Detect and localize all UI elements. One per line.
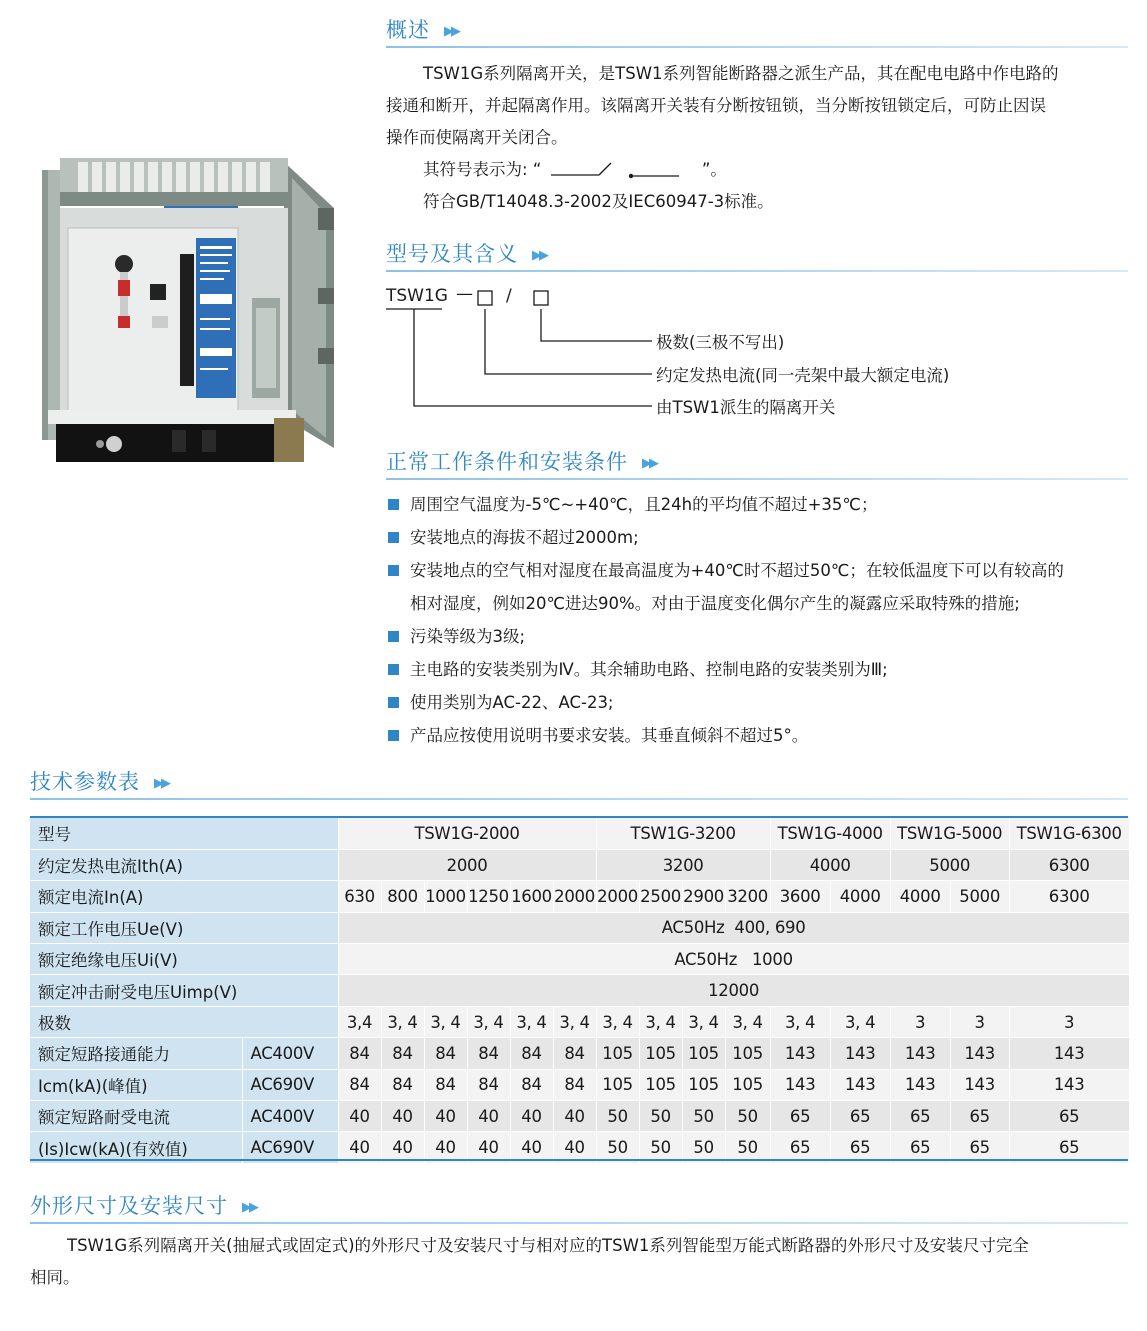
model-diagram <box>386 284 1026 424</box>
table-row: 额定工作电压Ue(V) AC50Hz 400, 690 <box>30 912 1129 943</box>
table-row: Icm(kA)(峰值) AC690V 84 84 84 84 84 84 105 105 105 105 143 143 143 143 143 <box>30 1069 1129 1100</box>
switch-symbol-icon <box>547 158 697 178</box>
double-arrow-icon: ▶▶ <box>154 776 168 791</box>
section-divider <box>386 270 1128 272</box>
table-row: 型号 TSW1G-2000 TSW1G-3200 TSW1G-4000 TSW1G-5000 TSW1G-6300 <box>30 818 1129 849</box>
overview-title: 概述 ▶▶ <box>386 18 458 42</box>
model-dash: — <box>456 284 473 304</box>
table-row: (Is)Icw(kA)(有效值) AC690V 40 40 40 40 40 40 50 50 50 50 65 65 65 65 65 <box>30 1132 1129 1163</box>
specs-title: 技术参数表 ▶▶ <box>30 770 168 794</box>
meaning-label-current: 约定发热电流(同一壳架中最大额定电流) <box>656 366 950 385</box>
double-arrow-icon: ▶▶ <box>642 456 656 471</box>
list-item: 产品应按使用说明书要求安装。其垂直倾斜不超过5°。 <box>386 719 1136 752</box>
list-item: 安装地点的空气相对湿度在最高温度为+40℃时不超过50℃；在较低温度下可以有较高的 <box>386 554 1136 587</box>
meaning-label-poles: 极数(三极不写出) <box>656 333 785 352</box>
section-divider <box>386 46 1128 48</box>
section-divider <box>386 478 1128 480</box>
model-slash: / <box>506 286 512 306</box>
conditions-list <box>386 488 1136 752</box>
table-bottom-border <box>30 1159 1128 1161</box>
table-row: 额定短路接通能力 AC400V 84 84 84 84 84 84 105 105 105 105 143 143 143 143 143 <box>30 1038 1129 1069</box>
list-item: 主电路的安装类别为Ⅳ。其余辅助电路、控制电路的安装类别为Ⅲ; <box>386 653 1136 686</box>
dimensions-text: TSW1G系列隔离开关(抽屉式或固定式)的外形尺寸及安装尺寸与相对应的TSW1系列智能型万能式断路器的外形尺寸及安装尺寸完全 相同。 <box>30 1236 1029 1287</box>
dimensions-title: 外形尺寸及安装尺寸 ▶▶ <box>30 1194 256 1218</box>
list-item-continued: 相对湿度，例如20℃进达90%。对由于温度变化偶尔产生的凝露应采取特殊的措施; <box>410 594 1020 613</box>
meaning-label-derived: 由TSW1派生的隔离开关 <box>656 398 836 417</box>
table-row: 额定冲击耐受电压Uimp(V) 12000 <box>30 975 1129 1006</box>
list-item: 污染等级为3级; <box>386 620 1136 653</box>
overview-text: TSW1G系列隔离开关，是TSW1系列智能断路器之派生产品，其在配电电路中作电路的 接通和断开，并起隔离作用。该隔离开关装有分断按钮锁，当分断按钮锁定后，可防止因误 操作而使隔离开关闭合。 其符号表示为: “ ”。 符合GB/T14048.3-2002及IEC60947-3标准。 <box>386 64 1059 211</box>
list-item: 安装地点的海拔不超过2000m; <box>386 521 1136 554</box>
section-divider <box>30 1222 1128 1224</box>
spec-table <box>30 818 1130 1164</box>
double-arrow-icon: ▶▶ <box>242 1200 256 1215</box>
table-row: 极数 3,4 3, 4 3, 4 3, 4 3, 4 3, 4 3, 4 3, 4 3, 4 3, 4 3, 4 3, 4 3 3 3 <box>30 1006 1129 1037</box>
product-photo <box>34 148 344 470</box>
double-arrow-icon: ▶▶ <box>532 248 546 263</box>
double-arrow-icon: ▶▶ <box>444 24 458 39</box>
list-item: 周围空气温度为-5℃~+40℃，且24h的平均值不超过+35℃； <box>386 488 1136 521</box>
model-code: TSW1G <box>386 286 448 306</box>
symbol-prefix: 其符号表示为: <box>423 160 528 179</box>
model-meaning-title: 型号及其含义 ▶▶ <box>386 242 546 266</box>
list-item: 使用类别为AC-22、AC-23; <box>386 686 1136 719</box>
section-divider <box>30 798 1128 800</box>
conditions-title: 正常工作条件和安装条件 ▶▶ <box>386 450 656 474</box>
table-row: 约定发热电流Ith(A) 2000 3200 4000 5000 6300 <box>30 849 1129 880</box>
table-row: 额定短路耐受电流 AC400V 40 40 40 40 40 40 50 50 50 50 65 65 65 65 65 <box>30 1101 1129 1132</box>
table-row: 额定绝缘电压Ui(V) AC50Hz 1000 <box>30 944 1129 975</box>
table-row: 额定电流In(A) 630 800 1000 1250 1600 2000 2000 2500 2900 3200 3600 4000 4000 5000 6300 <box>30 881 1129 912</box>
